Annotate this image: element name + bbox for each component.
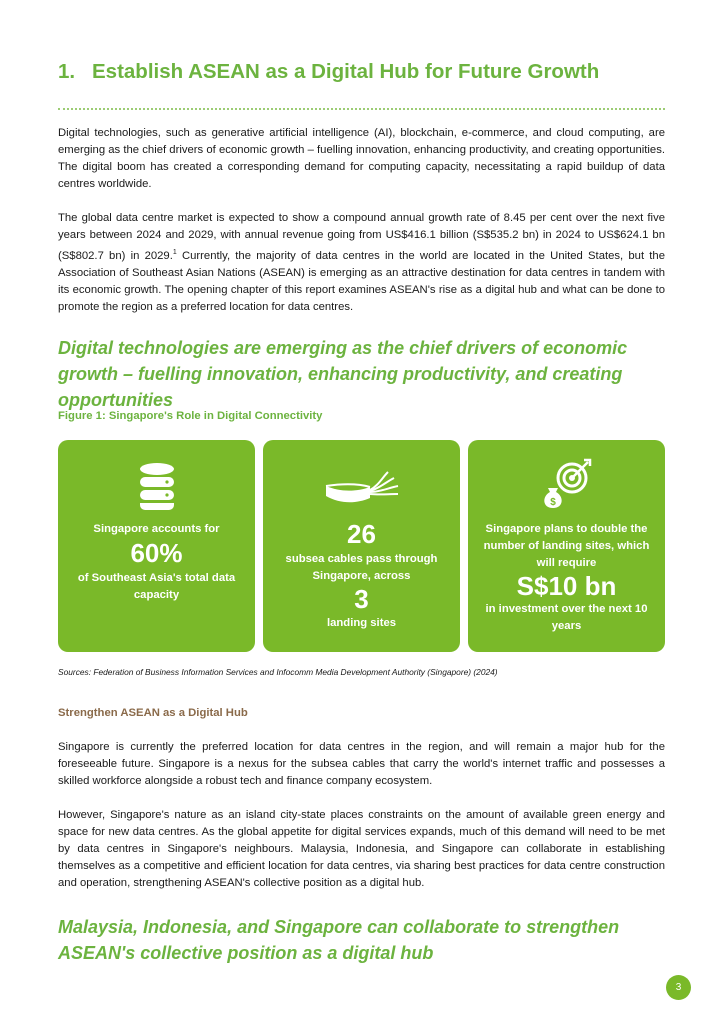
card-1-post: of Southeast Asia's total data capacity [77,572,236,601]
intro-paragraph-2 [58,210,665,316]
card-3-pre: Singapore plans to double the number of landing sites, which will require [483,523,650,569]
hub-paragraph-1: Singapore is currently the preferred location for data centres in the region, and will remain a major hub for the foreseeable future. Singapore is a nexus for the subsea cables that carry the world's internet traffic and possesses a skilled workforce alongside a robust tech and finance company ecosystem. [58,741,665,787]
stat-card-subsea-cables [263,440,460,652]
svg-text:$: $ [549,497,556,508]
subsection-heading: Strengthen ASEAN as a Digital Hub [58,707,248,719]
footnote-marker: 1 [172,249,177,256]
card-3-post: in investment over the next 10 years [485,603,648,632]
intro-paragraph-2-text-b: Currently, the majority of data centres in the world are located in the United States, but the Association of Southeast Asian Nations (ASEAN) is emerging as an attractive destination for data centres in tandem with its economic growth. The opening chapter of this report examines ASEAN's rise as a digital hub and what can be done to promote the region as a preferred location for data centres. [58,249,666,313]
intro-paragraph-1: Digital technologies, such as generative artificial intelligence (AI), blockchain, e-commerce, and cloud computing, are emerging as the chief drivers of economic growth – fuelling innovation, enhancing productivity, and creating opportunities. The digital boom has created a corresponding demand for computing capacity, necessitating a rapid buildup of data centres worldwide. [58,127,665,190]
section-number: 1. [58,60,76,83]
subsea-cable-icon [263,470,460,511]
card-2-value-sites: 3 [354,584,369,614]
dotted-divider [58,108,665,110]
card-1-value: 60% [130,538,183,568]
card-1-pre: Singapore accounts for [93,523,220,535]
card-3-value: S$10 bn [516,571,617,601]
section-title-text: Establish ASEAN as a Digital Hub for Future Growth [92,60,600,83]
hub-paragraph-2: However, Singapore's nature as an island city-state places constraints on the amount of available green energy and space for new data centres. As the global appetite for digital services expands, much of this demand will need to be met by data centres in Singapore's neighbours. Malaysia, Indonesia, and Singapore can collaborate in establishing themselves as a competitive and efficient location for data centres, via sharing best practices for data centre construction and operation, strengthening ASEAN's collective position as a digital hub. [58,809,665,889]
stat-card-data-capacity [58,440,255,652]
card-2-mid: subsea cables pass through Singapore, across [285,553,438,582]
section-title [58,60,599,84]
pull-quote-1: Digital technologies are emerging as the chief drivers of economic growth – fuelling innovation, enhancing productivity, and creating opportunities [58,338,628,410]
database-icon [58,462,255,515]
stat-card-investment [468,440,665,652]
figure-sources: Sources: Federation of Business Information Services and Infocomm Media Development Authority (Singapore) (2024) [58,667,498,677]
money-target-icon [468,458,665,515]
page-number-badge: 3 [666,975,691,1000]
figure-cards [58,440,665,652]
figure-caption: Figure 1: Singapore's Role in Digital Connectivity [58,410,323,422]
pull-quote-2: Malaysia, Indonesia, and Singapore can collaborate to strengthen ASEAN's collective position as a digital hub [58,917,620,963]
intro-paragraph-2-text-a: The global data centre market is expected to show a compound annual growth rate of 8.45 per cent over the next five years between 2024 and 2029, with annual revenue going from US$416.1 billion (S$535.2 bn) in 2024 to US$624.1 bn (S$802.7 bn) in 2029. [58,212,665,262]
card-2-value-cables: 26 [347,519,376,549]
card-2-post: landing sites [326,617,397,629]
